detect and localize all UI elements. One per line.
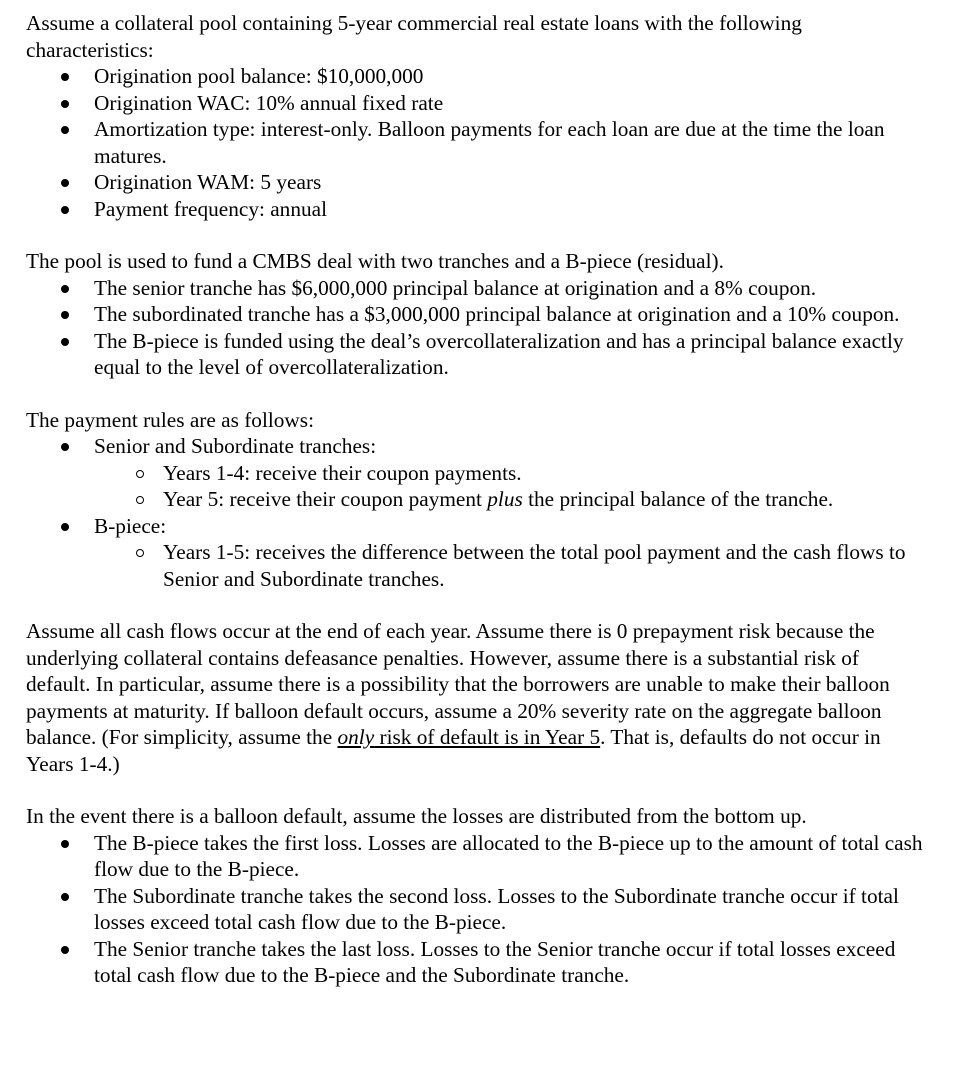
cmbs-deal-intro: The pool is used to fund a CMBS deal with two tranches and a B-piece (residual). bbox=[26, 249, 724, 273]
list-item: The subordinated tranche has a $3,000,000 principal balance at origination and a 10% coupon. bbox=[26, 301, 926, 328]
list-item bbox=[26, 433, 926, 513]
rule-text: Year 5: receive their coupon payment bbox=[163, 487, 488, 511]
list-item: The Subordinate tranche takes the second loss. Losses to the Subordinate tranche occur if total losses exceed total cash flow due to the B-piece. bbox=[26, 883, 926, 936]
underlined-emphasis-text: only bbox=[337, 725, 375, 749]
emphasis-text: plus bbox=[487, 487, 523, 511]
sub-list-item: Years 1-4: receive their coupon payments. bbox=[94, 460, 926, 487]
bpiece-rules-sublist bbox=[94, 539, 926, 592]
sub-list-item: Years 1-5: receives the difference between the total pool payment and the cash flows to Senior and Subordinate tranches. bbox=[94, 539, 926, 592]
tranches-label: Senior and Subordinate tranches: bbox=[94, 434, 377, 458]
list-item bbox=[26, 513, 926, 593]
collateral-characteristics-list bbox=[26, 63, 926, 222]
payment-rules-intro: The payment rules are as follows: bbox=[26, 407, 315, 432]
list-item: The Senior tranche takes the last loss. Losses to the Senior tranche occur if total losses exceed total cash flow due to the B-piece and the Subordinate tranche. bbox=[26, 936, 926, 989]
default-assumptions-paragraph bbox=[26, 618, 926, 777]
paragraph-text: . That is, defaults do not occur in Years 1-4.) bbox=[26, 725, 881, 776]
loss-distribution-list bbox=[26, 830, 926, 989]
list-item: Origination WAM: 5 years bbox=[26, 169, 926, 196]
list-item: Amortization type: interest-only. Balloon payments for each loan are due at the time the loan matures. bbox=[26, 116, 926, 169]
collateral-intro: Assume a collateral pool containing 5-year commercial real estate loans with the following characteristics: bbox=[26, 11, 802, 62]
list-item: The B-piece is funded using the deal’s overcollateralization and has a principal balance exactly equal to the level of overcollateralization. bbox=[26, 328, 926, 381]
tranche-list bbox=[26, 275, 926, 381]
payment-rules-list bbox=[26, 433, 926, 592]
list-item: Origination WAC: 10% annual fixed rate bbox=[26, 90, 926, 117]
loss-distribution-intro: In the event there is a balloon default, assume the losses are distributed from the bottom up. bbox=[26, 804, 807, 828]
sub-list-item bbox=[94, 486, 926, 513]
tranches-rules-sublist bbox=[94, 460, 926, 513]
list-item: The B-piece takes the first loss. Losses are allocated to the B-piece up to the amount of total cash flow due to the B-piece. bbox=[26, 830, 926, 883]
paragraph-text: Assume all cash flows occur at the end of each year. Assume there is 0 prepayment risk because the underlying collateral contains defeasance penalties. However, assume there is a substantial risk of default. In particular, assume there is a possibility that the borrowers are unable to make their balloon payments at maturity. If balloon default occurs, assume a 20% severity rate on the aggregate balloon balance. (For simplicity, assume the bbox=[26, 619, 890, 749]
bpiece-label: B-piece: bbox=[94, 513, 167, 538]
list-item: Origination pool balance: $10,000,000 bbox=[26, 63, 926, 90]
list-item: Payment frequency: annual bbox=[26, 196, 926, 223]
rule-text: the principal balance of the tranche. bbox=[522, 487, 834, 511]
underlined-text: risk of default is in Year 5 bbox=[374, 725, 601, 749]
list-item: The senior tranche has $6,000,000 principal balance at origination and a 8% coupon. bbox=[26, 275, 926, 302]
